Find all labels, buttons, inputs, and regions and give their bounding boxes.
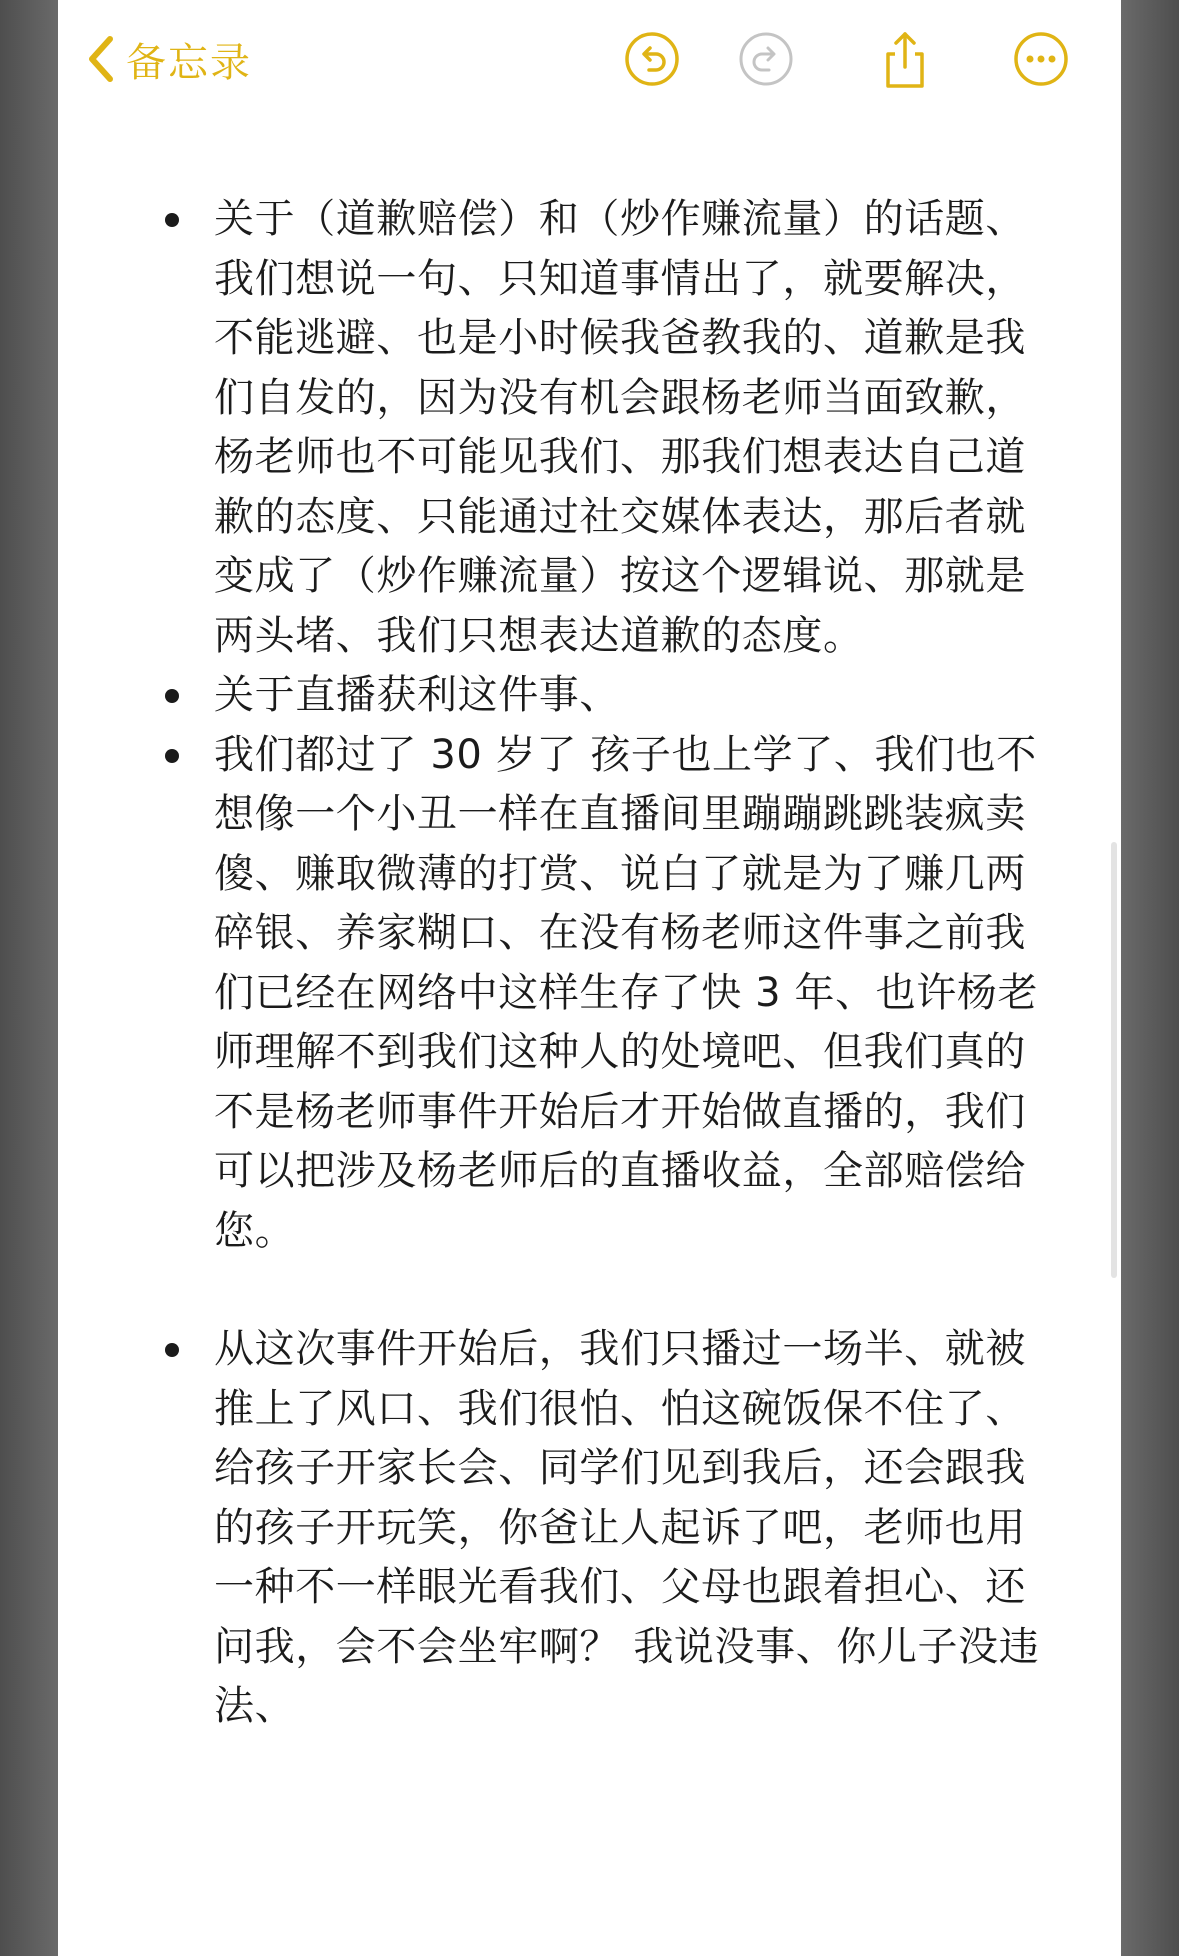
list-item-text: 从这次事件开始后，我们只播过一场半、就被推上了风口、我们很怕、怕这碗饭保不住了、给孩子开家长会、同学们见到我后，还会跟我的孩子开玩笑，你爸让人起诉了吧，老师也用一种不一样眼光看我们、父母也跟着担心、还问我，会不会坐牢啊？ 我说没事、你儿子没违法、 (214, 1326, 1040, 1729)
more-icon (1012, 30, 1070, 88)
scroll-indicator[interactable] (1111, 842, 1117, 1278)
left-backdrop (0, 0, 58, 1956)
redo-button[interactable] (737, 30, 795, 88)
bullet-list (58, 190, 1121, 1737)
chevron-left-icon (84, 33, 116, 85)
list-item (58, 666, 1121, 726)
bullet-icon (165, 213, 179, 227)
navigation-toolbar (58, 22, 1121, 100)
list-item (58, 1320, 1121, 1737)
right-backdrop (1121, 0, 1179, 1956)
note-body[interactable] (58, 190, 1121, 1737)
undo-button[interactable] (623, 30, 681, 88)
list-item-text: 关于直播获利这件事、 (214, 672, 620, 718)
share-icon (876, 30, 934, 88)
bullet-icon (165, 749, 179, 763)
share-button[interactable] (876, 30, 934, 88)
redo-icon (737, 30, 795, 88)
undo-icon (623, 30, 681, 88)
notes-page (58, 0, 1121, 1956)
list-item (58, 726, 1121, 1262)
more-button[interactable] (1012, 30, 1070, 88)
list-item-text: 我们都过了 30 岁了 孩子也上学了、我们也不想像一个小丑一样在直播间里蹦蹦跳跳装疯卖傻、赚取微薄的打赏、说白了就是为了赚几两碎银、养家糊口、在没有杨老师这件事之前我们已经在网络中这样生存了快 3 年、也许杨老师理解不到我们这种人的处境吧、但我们真的不是杨老师事件开始后才开始做直播的，我们可以把涉及杨老师后的直播收益，全部赔偿给您。 (214, 731, 1039, 1254)
list-item (58, 190, 1121, 666)
back-label: 备忘录 (126, 39, 252, 86)
bullet-icon (165, 1343, 179, 1357)
list-item-text: 关于（道歉赔偿）和（炒作赚流量）的话题、我们想说一句、只知道事情出了，就要解决，不能逃避、也是小时候我爸教我的、道歉是我们自发的，因为没有机会跟杨老师当面致歉，杨老师也不可能见我们、那我们想表达自己道歉的态度、只能通过社交媒体表达，那后者就变成了（炒作赚流量）按这个逻辑说、那就是两头堵、我们只想表达道歉的态度。 (214, 196, 1026, 659)
bullet-icon (165, 689, 179, 703)
back-button[interactable] (84, 30, 252, 88)
